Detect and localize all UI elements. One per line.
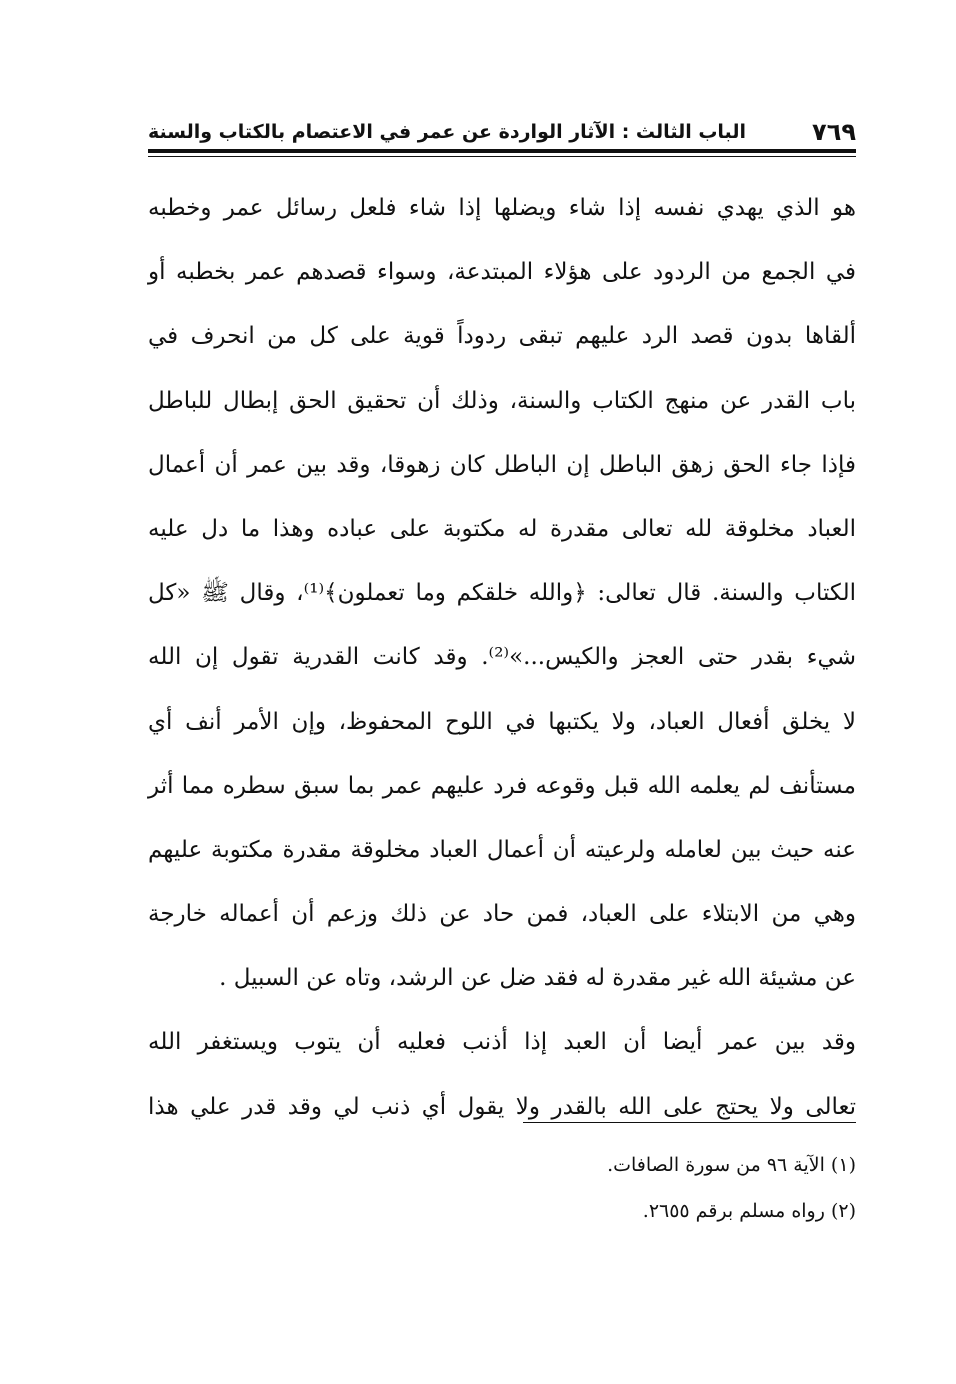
body-line: الكتاب والسنة. قال تعالى: ﴿والله خلقكم وما تعملون﴾⁽¹⁾، وقال ﷺ «كل xyxy=(148,580,856,607)
footnote-item: (٢) رواه مسلم برقم ٢٦٥٥. xyxy=(642,1200,856,1222)
body-line: العباد مخلوقة لله تعالى مقدرة له مكتوبة على عباده وهذا ما دل عليه xyxy=(148,515,856,542)
running-header xyxy=(148,112,856,152)
body-line: عنه حيث بين لعامله ولرعيته أن أعمال العباد مخلوقة مقدرة مكتوبة عليهم xyxy=(148,836,856,863)
body-line: فإذا جاء الحق زهق الباطل إن الباطل كان زهوقا، وقد بين عمر أن أعمال xyxy=(148,451,856,478)
running-title: الباب الثالث : الآثار الواردة عن عمر في الاعتصام بالكتاب والسنة xyxy=(148,121,746,143)
page-number: ٧٦٩ xyxy=(812,118,856,146)
body-line: شيء بقدر حتى العجز والكيس...»⁽²⁾. وقد كانت القدرية تقول إن الله xyxy=(148,644,856,671)
body-line: تعالى ولا يحتج على الله بالقدر ولا يقول أي ذنب لي وقد قدر علي هذا xyxy=(148,1093,856,1120)
header-rule xyxy=(148,149,856,153)
footnotes xyxy=(400,1142,856,1234)
body-line: عن مشيئة الله غير مقدرة له فقد ضل عن الرشد، وتاه عن السبيل . xyxy=(219,965,856,992)
body-line: في الجمع من الردود على هؤلاء المبتدعة، وسواء قصدهم عمر بخطبه أو xyxy=(148,259,856,286)
header-rule-thin xyxy=(148,156,856,157)
body-line: وهي من الابتلاء على العباد، فمن حاد عن ذلك وزعم أن أعماله خارجة xyxy=(148,901,856,928)
body-text xyxy=(148,176,856,1139)
body-line: وقد بين عمر أيضا أن العبد إذا أذنب فعليه أن يتوب ويستغفر الله xyxy=(148,1029,856,1056)
body-line: ألقاها بدون قصد الرد عليهم تبقى ردوداً قوية على كل من انحرف في xyxy=(148,323,856,350)
body-line: لا يخلق أفعال العباد، ولا يكتبها في اللوح المحفوظ، وإن الأمر أنف أي xyxy=(148,708,856,735)
footnote-item: (١) الآية ٩٦ من سورة الصافات. xyxy=(607,1154,856,1176)
body-line: باب القدر عن منهج الكتاب والسنة، وذلك أن تحقيق الحق إبطال للباطل xyxy=(148,387,856,414)
footnote-separator xyxy=(523,1122,856,1123)
body-line: هو الذي يهدي نفسه إذا شاء ويضلها إذا شاء فلعل رسائل عمر وخطبه xyxy=(148,195,856,221)
body-line: مستأنف لم يعلمه الله قبل وقوعه فرد عليهم عمر بما سبق سطره مما أثر xyxy=(148,772,856,799)
